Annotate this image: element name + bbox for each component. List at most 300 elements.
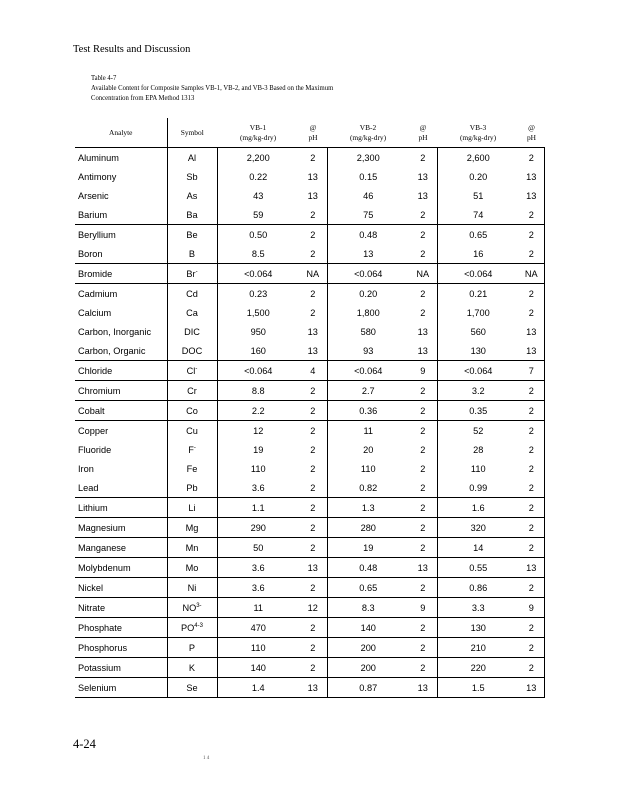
cell-vb2: <0.064	[327, 264, 409, 284]
cell-analyte: Nitrate	[78, 602, 106, 613]
symbol-text: As	[186, 190, 198, 201]
symbol-text: K	[188, 662, 196, 673]
col-ph3-header	[519, 118, 544, 148]
cell-vb1: 50	[217, 538, 299, 558]
cell-vb3: 1.6	[437, 498, 519, 518]
cell-symbol	[167, 440, 217, 459]
table-row	[75, 658, 544, 678]
symbol-text: Mo	[185, 562, 199, 573]
cell-vb3: 0.65	[437, 225, 519, 245]
cell-ph3: 2	[519, 421, 544, 441]
cell-vb3: 220	[437, 658, 519, 678]
cell-vb3: 52	[437, 421, 519, 441]
cell-symbol	[167, 618, 217, 638]
symbol-text: B	[188, 248, 196, 259]
cell-vb1: 43	[217, 186, 299, 205]
symbol-text: DOC	[181, 345, 203, 356]
cell-ph1: 2	[310, 522, 316, 533]
cell-ph1: NA	[306, 268, 320, 279]
cell-vb1: 1.1	[217, 498, 299, 518]
table-body	[75, 148, 544, 698]
cell-ph2: 13	[417, 682, 428, 693]
cell-ph3: 2	[519, 618, 544, 638]
table-row	[75, 381, 544, 401]
cell-symbol	[167, 186, 217, 205]
cell-vb3: 3.3	[437, 598, 519, 618]
cell-vb3: 210	[437, 638, 519, 658]
table-row	[75, 167, 544, 186]
cell-ph3: 2	[519, 658, 544, 678]
symbol-text: Cr	[187, 385, 197, 396]
cell-ph2: 2	[420, 642, 426, 653]
cell-vb2: 110	[327, 459, 409, 478]
symbol-text: Sb	[186, 171, 198, 182]
cell-symbol	[167, 148, 217, 168]
table-row	[75, 361, 544, 381]
col-vb3-name: VB-3	[469, 122, 487, 132]
col-ph2-at: @	[419, 122, 427, 132]
cell-ph3: 2	[519, 284, 544, 304]
cell-ph1: 2	[310, 209, 316, 220]
cell-symbol	[167, 381, 217, 401]
cell-vb3: <0.064	[437, 361, 519, 381]
cell-vb3: 1.5	[437, 678, 519, 698]
symbol-text: Co	[186, 405, 198, 416]
cell-symbol	[167, 322, 217, 341]
cell-ph3: 2	[519, 440, 544, 459]
cell-vb2: 0.48	[327, 225, 409, 245]
symbol-text: PO	[181, 622, 195, 633]
symbol-text: F	[188, 444, 194, 455]
cell-ph3: 2	[519, 498, 544, 518]
cell-vb3: 130	[437, 618, 519, 638]
cell-vb1: 3.6	[217, 578, 299, 598]
cell-vb3: <0.064	[437, 264, 519, 284]
cell-ph2: 2	[420, 622, 426, 633]
cell-ph1: 2	[310, 542, 316, 553]
page-footer-mark: 1 4	[203, 756, 210, 761]
cell-analyte: Chloride	[78, 365, 113, 376]
cell-vb2: 0.15	[327, 167, 409, 186]
cell-ph2: 2	[420, 662, 426, 673]
table-label: Table 4-7	[91, 73, 117, 82]
symbol-text: DIC	[184, 326, 200, 337]
table-row	[75, 401, 544, 421]
cell-ph2: 2	[420, 248, 426, 259]
symbol-text: Cd	[186, 288, 198, 299]
cell-vb2: 13	[327, 244, 409, 264]
col-vb2-name: VB-2	[359, 122, 377, 132]
cell-vb2: 20	[327, 440, 409, 459]
cell-ph3: 7	[519, 361, 544, 381]
col-analyte-header: Analyte	[109, 127, 133, 137]
cell-ph2: 2	[420, 288, 426, 299]
cell-symbol	[167, 205, 217, 225]
symbol-superscript: 4-3	[194, 622, 203, 629]
table-row	[75, 421, 544, 441]
cell-ph2: 2	[420, 209, 426, 220]
cell-symbol	[167, 538, 217, 558]
cell-vb2: 75	[327, 205, 409, 225]
cell-vb1: 0.50	[217, 225, 299, 245]
cell-ph3: 2	[519, 459, 544, 478]
table-row	[75, 578, 544, 598]
cell-ph2: 2	[420, 522, 426, 533]
cell-vb1: 140	[217, 658, 299, 678]
cell-ph3: 2	[519, 148, 544, 168]
col-ph2-header	[409, 118, 437, 148]
symbol-text: Se	[186, 682, 198, 693]
cell-analyte: Molybdenum	[78, 562, 131, 573]
cell-ph2: NA	[416, 268, 430, 279]
cell-vb3: 3.2	[437, 381, 519, 401]
col-vb1-header	[217, 118, 299, 148]
cell-ph3: 2	[519, 578, 544, 598]
cell-analyte: Lithium	[78, 502, 108, 513]
table-row	[75, 148, 544, 168]
cell-analyte: Copper	[78, 425, 109, 436]
table-row	[75, 186, 544, 205]
col-symbol-header: Symbol	[167, 118, 217, 148]
cell-vb3: 0.20	[437, 167, 519, 186]
cell-ph2: 2	[420, 425, 426, 436]
cell-ph1: 2	[310, 622, 316, 633]
cell-analyte: Manganese	[78, 542, 127, 553]
symbol-text: Li	[188, 502, 196, 513]
cell-symbol	[167, 341, 217, 361]
cell-vb3: 2,600	[437, 148, 519, 168]
col-vb1-name: VB-1	[249, 122, 267, 132]
results-table	[75, 118, 545, 698]
symbol-text: Pb	[186, 482, 198, 493]
cell-ph1: 2	[310, 248, 316, 259]
cell-vb2: 200	[327, 658, 409, 678]
col-ph3-at: @	[528, 122, 535, 132]
table-row	[75, 264, 544, 284]
table-caption-line-2: Concentration from EPA Method 1313	[91, 93, 195, 102]
symbol-superscript: -	[193, 444, 196, 451]
cell-analyte: Carbon, Inorganic	[78, 326, 152, 337]
table-row	[75, 478, 544, 498]
symbol-superscript: -	[195, 268, 198, 275]
cell-analyte: Phosphorus	[78, 642, 128, 653]
cell-ph1: 13	[307, 326, 318, 337]
cell-ph2: 2	[420, 502, 426, 513]
col-vb2-header	[327, 118, 409, 148]
cell-symbol	[167, 678, 217, 698]
cell-vb2: 46	[327, 186, 409, 205]
cell-symbol	[167, 401, 217, 421]
cell-ph3: 13	[519, 678, 544, 698]
symbol-text: Br	[186, 268, 196, 279]
cell-vb1: 0.22	[217, 167, 299, 186]
page-number: 4-24	[73, 737, 96, 751]
symbol-text: Al	[187, 152, 197, 163]
cell-ph3: 2	[519, 244, 544, 264]
cell-ph1: 2	[310, 385, 316, 396]
cell-ph3: 13	[519, 167, 544, 186]
cell-vb3: 1,700	[437, 303, 519, 322]
cell-ph2: 13	[417, 171, 428, 182]
cell-ph1: 2	[310, 662, 316, 673]
cell-vb1: 110	[217, 638, 299, 658]
table-row	[75, 518, 544, 538]
cell-ph3: 2	[519, 205, 544, 225]
cell-vb1: 3.6	[217, 558, 299, 578]
cell-ph3: NA	[519, 264, 544, 284]
cell-vb2: 19	[327, 538, 409, 558]
cell-analyte: Nickel	[78, 582, 104, 593]
cell-ph3: 9	[519, 598, 544, 618]
cell-ph1: 13	[307, 171, 318, 182]
cell-vb3: 0.35	[437, 401, 519, 421]
cell-ph1: 2	[310, 502, 316, 513]
cell-vb3: 130	[437, 341, 519, 361]
cell-vb1: 290	[217, 518, 299, 538]
table-row	[75, 341, 544, 361]
cell-symbol	[167, 638, 217, 658]
col-vb1-unit: (mg/kg-dry)	[239, 132, 277, 142]
cell-ph3: 2	[519, 225, 544, 245]
cell-vb2: 0.65	[327, 578, 409, 598]
cell-analyte: Lead	[78, 482, 99, 493]
symbol-text: Cl	[186, 365, 196, 376]
cell-symbol	[167, 225, 217, 245]
cell-vb3: 28	[437, 440, 519, 459]
table-row	[75, 598, 544, 618]
cell-analyte: Selenium	[78, 682, 117, 693]
cell-ph2: 2	[420, 482, 426, 493]
cell-ph3: 2	[519, 401, 544, 421]
cell-vb1: 0.23	[217, 284, 299, 304]
table-row	[75, 322, 544, 341]
cell-analyte: Antimony	[78, 171, 117, 182]
cell-vb2: 93	[327, 341, 409, 361]
cell-vb2: 0.20	[327, 284, 409, 304]
table-row	[75, 303, 544, 322]
cell-vb1: 1.4	[217, 678, 299, 698]
cell-ph3: 2	[519, 518, 544, 538]
cell-ph1: 2	[310, 482, 316, 493]
table-caption	[91, 73, 381, 103]
symbol-superscript: 3-	[196, 602, 202, 609]
cell-vb2: 280	[327, 518, 409, 538]
cell-vb3: 0.86	[437, 578, 519, 598]
cell-ph3: 13	[519, 558, 544, 578]
cell-vb2: 0.36	[327, 401, 409, 421]
col-ph1-at: @	[309, 122, 317, 132]
cell-analyte: Beryllium	[78, 229, 116, 240]
symbol-text: Be	[186, 229, 198, 240]
cell-symbol	[167, 498, 217, 518]
table-row	[75, 205, 544, 225]
col-ph1-label: pH	[308, 132, 318, 142]
cell-ph3: 2	[519, 303, 544, 322]
table-row	[75, 638, 544, 658]
cell-ph3: 2	[519, 538, 544, 558]
cell-analyte: Carbon, Organic	[78, 345, 146, 356]
cell-vb1: 160	[217, 341, 299, 361]
cell-vb3: 16	[437, 244, 519, 264]
symbol-text: P	[188, 642, 196, 653]
cell-symbol	[167, 167, 217, 186]
cell-symbol	[167, 459, 217, 478]
cell-analyte: Fluoride	[78, 444, 112, 455]
col-vb3-header	[437, 118, 519, 148]
cell-analyte: Boron	[78, 248, 103, 259]
cell-vb3: 320	[437, 518, 519, 538]
cell-analyte: Phosphate	[78, 622, 122, 633]
cell-vb2: 1,800	[327, 303, 409, 322]
cell-vb1: 8.8	[217, 381, 299, 401]
col-vb3-unit: (mg/kg-dry)	[459, 132, 497, 142]
cell-symbol	[167, 578, 217, 598]
cell-vb2: 1.3	[327, 498, 409, 518]
cell-vb3: 51	[437, 186, 519, 205]
cell-ph1: 2	[310, 463, 316, 474]
cell-vb1: 8.5	[217, 244, 299, 264]
cell-vb2: 11	[327, 421, 409, 441]
cell-analyte: Chromium	[78, 385, 121, 396]
cell-vb1: 470	[217, 618, 299, 638]
cell-symbol	[167, 264, 217, 284]
cell-ph2: 2	[420, 229, 426, 240]
cell-vb2: 0.82	[327, 478, 409, 498]
cell-ph1: 13	[307, 562, 318, 573]
symbol-text: Cu	[186, 425, 198, 436]
cell-ph1: 2	[310, 444, 316, 455]
col-vb2-unit: (mg/kg-dry)	[349, 132, 387, 142]
table-header-row	[75, 118, 544, 148]
cell-ph2: 13	[417, 345, 428, 356]
table-row	[75, 284, 544, 304]
cell-symbol	[167, 658, 217, 678]
cell-vb1: 12	[217, 421, 299, 441]
cell-vb3: 0.55	[437, 558, 519, 578]
cell-symbol	[167, 518, 217, 538]
table-row	[75, 558, 544, 578]
cell-vb1: 110	[217, 459, 299, 478]
cell-ph1: 2	[310, 582, 316, 593]
symbol-text: Ca	[186, 307, 198, 318]
cell-vb3: 14	[437, 538, 519, 558]
cell-ph2: 2	[420, 444, 426, 455]
table-row	[75, 538, 544, 558]
cell-vb2: 0.48	[327, 558, 409, 578]
cell-ph2: 9	[420, 602, 426, 613]
cell-ph2: 2	[420, 405, 426, 416]
cell-vb1: 1,500	[217, 303, 299, 322]
cell-ph2: 13	[417, 190, 428, 201]
cell-ph1: 2	[310, 425, 316, 436]
col-ph2-label: pH	[418, 132, 428, 142]
cell-ph1: 2	[310, 288, 316, 299]
cell-vb2: 2,300	[327, 148, 409, 168]
col-ph1-header	[299, 118, 327, 148]
cell-ph2: 2	[420, 152, 426, 163]
cell-vb2: <0.064	[327, 361, 409, 381]
cell-vb2: 2.7	[327, 381, 409, 401]
table-row	[75, 459, 544, 478]
cell-ph1: 2	[310, 152, 316, 163]
cell-vb1: 19	[217, 440, 299, 459]
cell-ph1: 13	[307, 682, 318, 693]
cell-vb1: 11	[217, 598, 299, 618]
symbol-text: Fe	[186, 463, 198, 474]
cell-vb2: 140	[327, 618, 409, 638]
cell-ph3: 13	[519, 186, 544, 205]
cell-vb3: 560	[437, 322, 519, 341]
cell-analyte: Magnesium	[78, 522, 126, 533]
cell-vb2: 580	[327, 322, 409, 341]
cell-analyte: Iron	[78, 463, 94, 474]
cell-vb3: 74	[437, 205, 519, 225]
cell-analyte: Cobalt	[78, 405, 105, 416]
cell-vb1: 950	[217, 322, 299, 341]
cell-analyte: Arsenic	[78, 190, 109, 201]
cell-vb3: 0.99	[437, 478, 519, 498]
cell-ph2: 13	[417, 326, 428, 337]
cell-vb3: 110	[437, 459, 519, 478]
cell-symbol	[167, 478, 217, 498]
cell-symbol	[167, 558, 217, 578]
cell-ph2: 2	[420, 463, 426, 474]
cell-symbol	[167, 244, 217, 264]
cell-ph1: 4	[310, 365, 316, 376]
table-row	[75, 225, 544, 245]
cell-symbol	[167, 361, 217, 381]
cell-ph1: 12	[307, 602, 318, 613]
cell-vb1: <0.064	[217, 361, 299, 381]
symbol-text: Ni	[187, 582, 197, 593]
col-ph3-label: pH	[526, 132, 537, 142]
cell-ph3: 2	[519, 638, 544, 658]
cell-vb2: 0.87	[327, 678, 409, 698]
cell-ph3: 2	[519, 478, 544, 498]
cell-vb3: 0.21	[437, 284, 519, 304]
cell-analyte: Aluminum	[78, 152, 119, 163]
cell-vb1: 59	[217, 205, 299, 225]
cell-vb1: 3.6	[217, 478, 299, 498]
cell-symbol	[167, 303, 217, 322]
cell-vb2: 200	[327, 638, 409, 658]
cell-ph1: 13	[307, 190, 318, 201]
cell-symbol	[167, 598, 217, 618]
cell-ph1: 2	[310, 307, 316, 318]
cell-ph1: 2	[310, 405, 316, 416]
table-row	[75, 618, 544, 638]
cell-ph1: 2	[310, 642, 316, 653]
cell-symbol	[167, 421, 217, 441]
table-row	[75, 440, 544, 459]
cell-ph3: 13	[519, 322, 544, 341]
symbol-text: Mg	[185, 522, 199, 533]
page-header: Test Results and Discussion	[73, 44, 191, 55]
cell-analyte: Bromide	[78, 268, 113, 279]
symbol-text: Ba	[186, 209, 198, 220]
table-caption-line-1: Available Content for Composite Samples VB-1, VB-2, and VB-3 Based on the Maximum	[91, 83, 334, 92]
symbol-text: NO	[182, 602, 197, 613]
cell-symbol	[167, 284, 217, 304]
cell-analyte: Calcium	[78, 307, 112, 318]
cell-analyte: Barium	[78, 209, 108, 220]
table-row	[75, 244, 544, 264]
cell-vb1: 2,200	[217, 148, 299, 168]
cell-vb2: 8.3	[327, 598, 409, 618]
cell-ph2: 2	[420, 542, 426, 553]
cell-vb1: <0.064	[217, 264, 299, 284]
cell-analyte: Cadmium	[78, 288, 118, 299]
